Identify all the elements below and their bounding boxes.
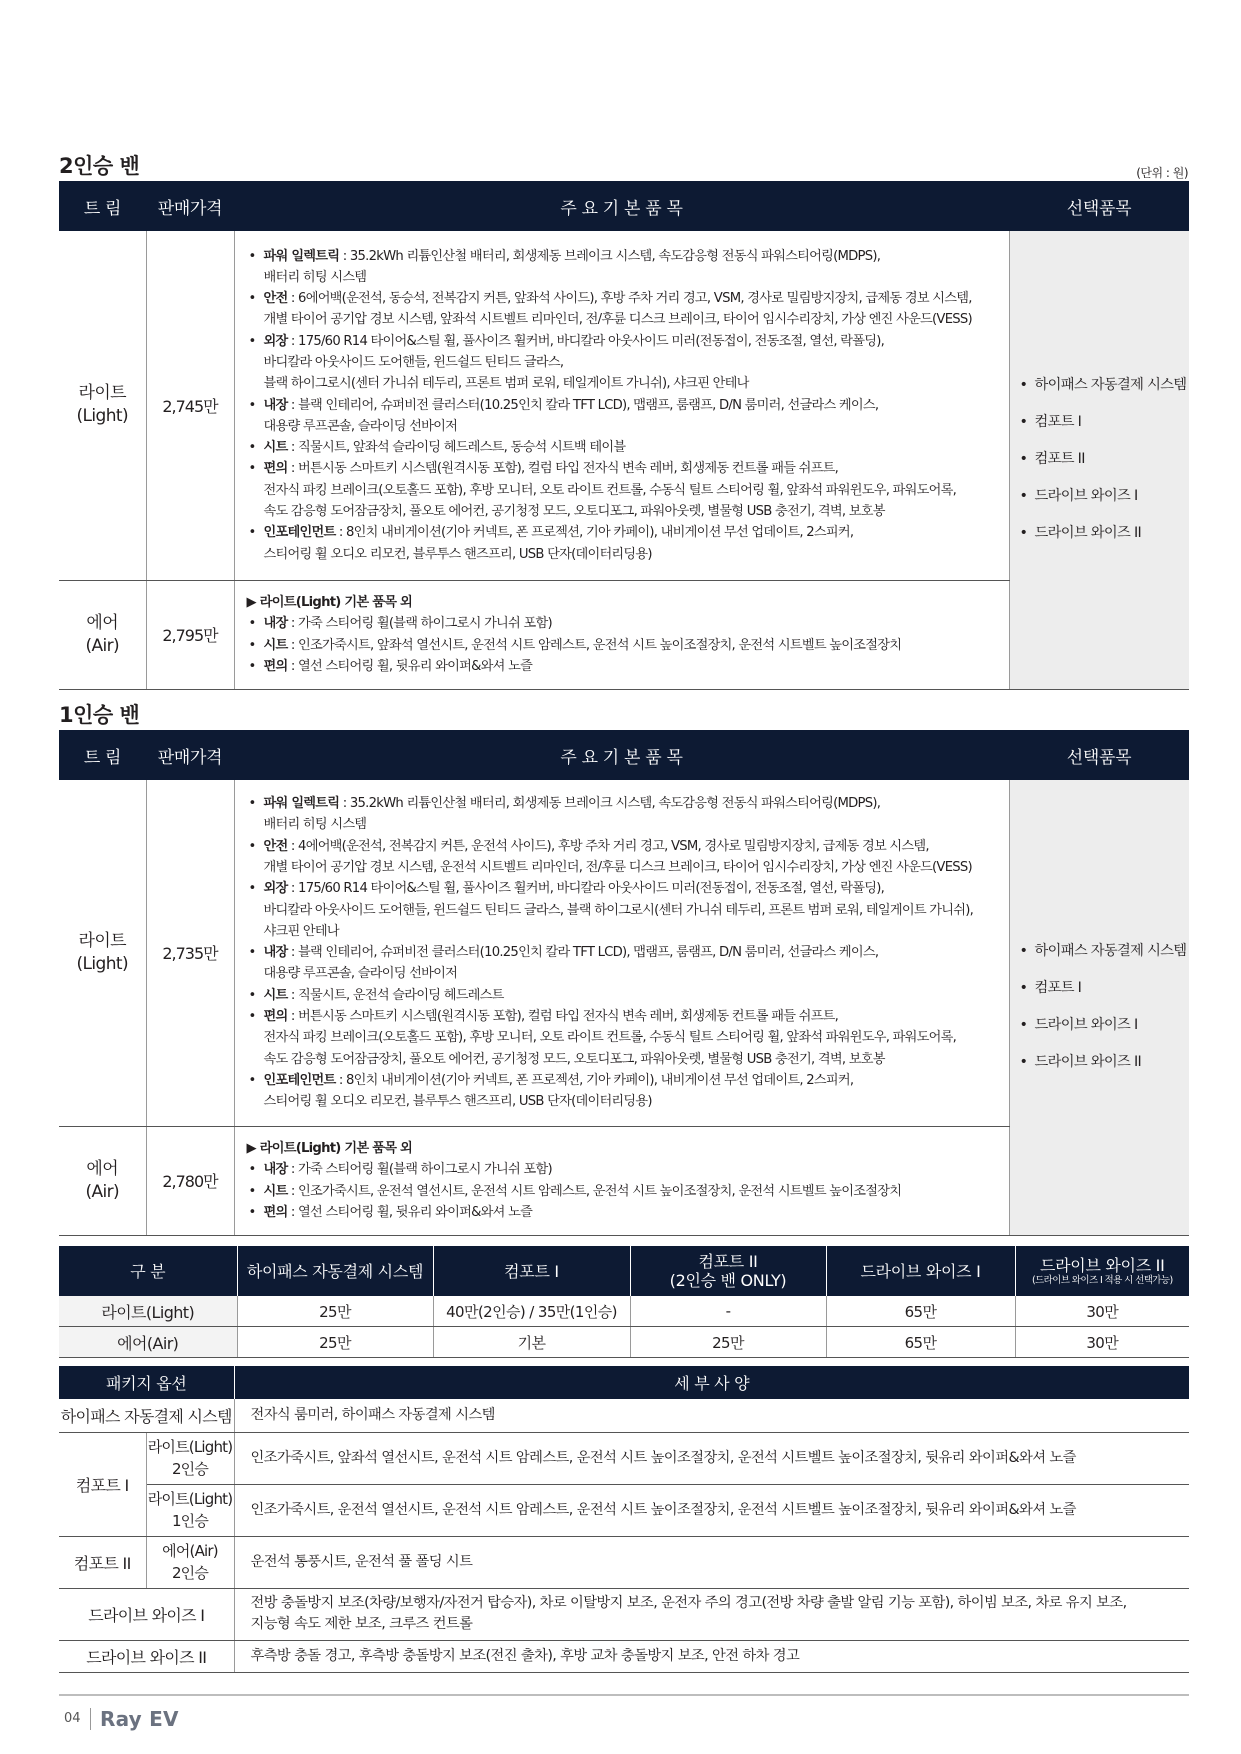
header-comfort2: 컴포트 II (2인승 밴 ONLY) [630,1246,826,1296]
price-comfort1: 40만(2인승) / 35만(1인승) [433,1296,630,1327]
package-name: 드라이브 와이즈 I [59,1588,234,1640]
feature-item: • 시트 : 직물시트, 앞좌석 슬라이딩 헤드레스트, 동승석 시트백 테이블 [247,437,1001,458]
header-features: 주 요 기 본 품 목 [234,730,1009,780]
price-comfort2: - [630,1296,826,1327]
option-item: • 드라이브 와이즈 II [1018,1044,1189,1081]
feature-item: • 편의 : 열선 스티어링 휠, 뒷유리 와이퍼&와셔 노즐 [247,656,1001,677]
package-subname: 라이트(Light) 1인승 [146,1484,234,1536]
header-package-detail: 세 부 사 양 [234,1366,1189,1399]
price-drive1: 65만 [826,1327,1015,1358]
trim-name: 에어 (Air) [59,1126,146,1235]
header-options: 선택품목 [1009,181,1189,231]
footer-divider [59,1694,1189,1696]
package-detail: 인조가죽시트, 앞좌석 열선시트, 운전석 시트 암레스트, 운전석 시트 높이조절장치, 운전석 시트벨트 높이조절장치, 뒷유리 와이퍼&와셔 노즐 [234,1432,1189,1484]
feature-item: • 시트 : 인조가죽시트, 운전석 열선시트, 운전석 시트 암레스트, 운전석 시트 높이조절장치, 운전석 시트벨트 높이조절장치 [247,1181,1001,1202]
feature-list [234,1126,1009,1235]
feature-heading: ▶ 라이트(Light) 기본 품목 외 [246,594,413,610]
price-hipass: 25만 [237,1296,433,1327]
option-list [1009,231,1189,689]
trim-price: 2,735만 [146,780,234,1126]
feature-item: • 파워 일렉트릭 : 35.2kWh 리튬인산철 배터리, 회생제동 브레이크 시스템, 속도감응형 전동식 파워스티어링(MDPS), 배터리 히팅 시스템 [247,246,1001,289]
price-comfort2: 25만 [630,1327,826,1358]
spec-table-2seat [59,181,1189,690]
package-detail: 운전석 통풍시트, 운전석 풀 폴딩 시트 [234,1536,1189,1588]
package-name: 컴포트 II [59,1536,146,1588]
feature-item: • 내장 : 블랙 인테리어, 슈퍼비전 클러스터(10.25인치 칼라 TFT LCD), 맵램프, 룸램프, D/N 룸미러, 선글라스 케이스, 대용량 루프콘솔, 슬라이딩 선바이저 [247,395,1001,438]
feature-item: • 시트 : 직물시트, 운전석 슬라이딩 헤드레스트 [247,985,1001,1006]
package-name: 드라이브 와이즈 II [59,1640,234,1672]
header-category: 구 분 [59,1246,237,1296]
header-drive1: 드라이브 와이즈 I [826,1246,1015,1296]
feature-item: • 편의 : 버튼시동 스마트키 시스템(원격시동 포함), 컬럼 타입 전자식 변속 레버, 회생제동 컨트롤 패들 쉬프트, 전자식 파킹 브레이크(오토홀드 포함), 후방 모니터, 오토 라이트 컨트롤, 수동식 틸트 스티어링 휠, 앞좌석 파워윈도우, 파워도어록, 속도 감응형 도어잠금장치, 풀오토 에어컨, 공기청정 모드, 오토디포그, 파워아웃렛, 별물형 USB 충전기, 격벽, 보호봉 [247,458,1001,522]
option-list [1009,780,1189,1235]
feature-item: • 시트 : 인조가죽시트, 앞좌석 열선시트, 운전석 시트 암레스트, 운전석 시트 높이조절장치, 운전석 시트벨트 높이조절장치 [247,635,1001,656]
feature-item: • 편의 : 열선 스티어링 휠, 뒷유리 와이퍼&와셔 노즐 [247,1202,1001,1223]
header-package-option: 패키지 옵션 [59,1366,234,1399]
package-row-drive1 [59,1588,1189,1640]
footer-separator [90,1708,91,1730]
trim-price: 2,795만 [146,580,234,689]
option-item: • 드라이브 와이즈 I [1018,478,1189,515]
price-comfort1: 기본 [433,1327,630,1358]
feature-item: • 편의 : 버튼시동 스마트키 시스템(원격시동 포함), 컬럼 타입 전자식 변속 레버, 회생제동 컨트롤 패들 쉬프트, 전자식 파킹 브레이크(오토홀드 포함), 후방 모니터, 오토 라이트 컨트롤, 수동식 틸트 스티어링 휠, 앞좌석 파워윈도우, 파워도어록, 속도 감응형 도어잠금장치, 풀오토 에어컨, 공기청정 모드, 오토디포그, 파워아웃렛, 별물형 USB 충전기, 격벽, 보호봉 [247,1006,1001,1070]
feature-item: • 인포테인먼트 : 8인치 내비게이션(기아 커넥트, 폰 프로젝션, 기아 카페이), 내비게이션 무선 업데이트, 2스피커, 스티어링 휠 오디오 리모컨, 블루투스 핸즈프리, USB 단자(데이터리딩용) [247,522,1001,565]
package-detail: 전자식 룸미러, 하이패스 자동결제 시스템 [234,1399,1189,1432]
package-detail-table [59,1366,1189,1673]
header-trim: 트 림 [59,181,146,231]
price-drive1: 65만 [826,1296,1015,1327]
header-hipass: 하이패스 자동결제 시스템 [237,1246,433,1296]
price-drive2: 30만 [1015,1327,1189,1358]
option-item: • 컴포트 I [1018,404,1189,441]
feature-item: • 파워 일렉트릭 : 35.2kWh 리튬인산철 배터리, 회생제동 브레이크 시스템, 속도감응형 전동식 파워스티어링(MDPS), 배터리 히팅 시스템 [247,793,1001,836]
price-hipass: 25만 [237,1327,433,1358]
feature-item: • 안전 : 6에어백(운전석, 동승석, 전복감지 커튼, 앞좌석 사이드), 후방 주차 거리 경고, VSM, 경사로 밀림방지장치, 급제동 경보 시스템, 개별 타이어 공기압 경보 시스템, 앞좌석 시트벨트 리마인더, 전/후륜 디스크 브레이크, 타이어 임시수리장치, 가상 엔진 사운드(VESS) [247,288,1001,331]
trim-row-light [59,231,1189,580]
option-item: • 컴포트 II [1018,441,1189,478]
feature-item: • 외장 : 175/60 R14 타이어&스틸 휠, 풀사이즈 휠커버, 바디칼라 아웃사이드 미러(전동접이, 전동조절, 열선, 락폴딩), 바디칼라 아웃사이드 도어핸들, 윈드쉴드 틴티드 글라스, 블랙 하이그로시(센터 가니쉬 테두리, 프론트 범퍼 로워, 테일게이트 가니쉬), 샤크핀 안테나 [247,331,1001,395]
trim-price: 2,780만 [146,1126,234,1235]
package-detail: 전방 충돌방지 보조(차량/보행자/자전거 탑승자), 차로 이탈방지 보조, 운전자 주의 경고(전방 차량 출발 알림 기능 포함), 하이빔 보조, 차로 유지 보조, 지능형 속도 제한 보조, 크루즈 컨트롤 [234,1588,1189,1640]
option-item: • 하이패스 자동결제 시스템 [1018,367,1189,404]
trim-name: 라이트 (Light) [59,231,146,580]
feature-item: • 안전 : 4에어백(운전석, 전복감지 커튼, 운전석 사이드), 후방 주차 거리 경고, VSM, 경사로 밀림방지장치, 급제동 경보 시스템, 개별 타이어 공기압 경보 시스템, 운전석 시트벨트 리마인더, 전/후륜 디스크 브레이크, 타이어 임시수리장치, 가상 엔진 사운드(VESS) [247,836,1001,879]
package-name: 하이패스 자동결제 시스템 [59,1399,234,1432]
package-row-comfort1 [59,1432,1189,1484]
option-item: • 드라이브 와이즈 I [1018,1007,1189,1044]
option-item: • 드라이브 와이즈 II [1018,515,1189,552]
package-detail: 후측방 충돌 경고, 후측방 충돌방지 보조(전진 출차), 후방 교차 충돌방지 보조, 안전 하차 경고 [234,1640,1189,1672]
spec-table-1seat [59,730,1189,1236]
option-price-table [59,1246,1189,1358]
section-title-2seat-van: 2인승 밴 [59,154,140,178]
package-row-hipass [59,1399,1189,1432]
feature-list [234,580,1009,689]
option-item: • 컴포트 I [1018,970,1189,1007]
package-subname: 라이트(Light) 2인승 [146,1432,234,1484]
feature-item: • 인포테인먼트 : 8인치 내비게이션(기아 커넥트, 폰 프로젝션, 기아 카페이), 내비게이션 무선 업데이트, 2스피커, 스티어링 휠 오디오 리모컨, 블루투스 핸즈프리, USB 단자(데이터리딩용) [247,1070,1001,1113]
feature-list [234,780,1009,1126]
header-comfort1: 컴포트 I [433,1246,630,1296]
header-features: 주 요 기 본 품 목 [234,181,1009,231]
header-price: 판매가격 [146,730,234,780]
header-price: 판매가격 [146,181,234,231]
package-row-comfort1 [59,1484,1189,1536]
trim-row-light [59,780,1189,1126]
package-detail: 인조가죽시트, 운전석 열선시트, 운전석 시트 암레스트, 운전석 시트 높이조절장치, 운전석 시트벨트 높이조절장치, 뒷유리 와이퍼&와셔 노즐 [234,1484,1189,1536]
trim-price: 2,745만 [146,231,234,580]
package-row-drive2 [59,1640,1189,1672]
page-number: 04 [64,1711,81,1726]
trim-name: 라이트 (Light) [59,780,146,1126]
feature-item: • 내장 : 가죽 스티어링 휠(블랙 하이그로시 가니쉬 포함) [247,613,1001,634]
header-trim: 트 림 [59,730,146,780]
price-trim: 라이트(Light) [59,1296,237,1327]
price-row [59,1296,1189,1327]
package-row-comfort2 [59,1536,1189,1588]
feature-item: • 외장 : 175/60 R14 타이어&스틸 휠, 풀사이즈 휠커버, 바디칼라 아웃사이드 미러(전동접이, 전동조절, 열선, 락폴딩), 바디칼라 아웃사이드 도어핸들, 윈드쉴드 틴티드 글라스, 블랙 하이그로시(센터 가니쉬 테두리, 프론트 범퍼 로워, 테일게이트 가니쉬), 샤크핀 안테나 [247,878,1001,942]
package-subname: 에어(Air) 2인승 [146,1536,234,1588]
price-row [59,1327,1189,1358]
footer-model-name: Ray EV [100,1707,179,1731]
header-drive2: 드라이브 와이즈 II (드라이브 와이즈 I 적용 시 선택가능) [1015,1246,1189,1296]
feature-item: • 내장 : 가죽 스티어링 휠(블랙 하이그로시 가니쉬 포함) [247,1159,1001,1180]
trim-name: 에어 (Air) [59,580,146,689]
feature-item: • 내장 : 블랙 인테리어, 슈퍼비전 클러스터(10.25인치 칼라 TFT LCD), 맵램프, 룸램프, D/N 룸미러, 선글라스 케이스, 대용량 루프콘솔, 슬라이딩 선바이저 [247,942,1001,985]
price-drive2: 30만 [1015,1296,1189,1327]
header-options: 선택품목 [1009,730,1189,780]
section-title-1seat-van: 1인승 밴 [59,703,140,727]
price-trim: 에어(Air) [59,1327,237,1358]
feature-list [234,231,1009,580]
feature-heading: ▶ 라이트(Light) 기본 품목 외 [246,1140,413,1156]
option-item: • 하이패스 자동결제 시스템 [1018,933,1189,970]
unit-label: (단위 : 원) [1136,166,1188,180]
package-name: 컴포트 I [59,1432,146,1536]
